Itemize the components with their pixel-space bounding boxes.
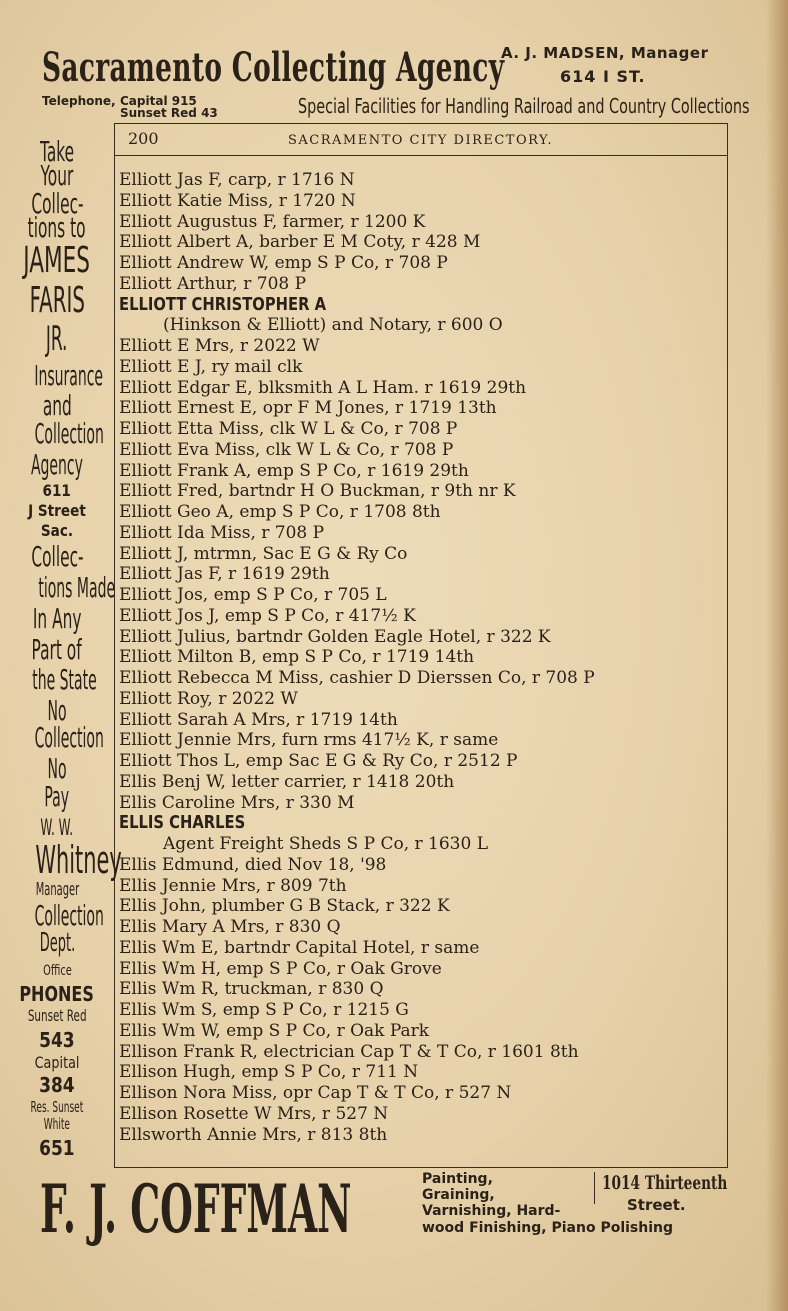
directory-entry-text: Ellis Benj W, letter carrier, r 1418 20th [119, 771, 455, 792]
sidebar-line-text: Sac. [40, 521, 74, 540]
sidebar-line [0, 1030, 114, 1050]
directory-entry [119, 1104, 724, 1125]
sidebar-line [0, 483, 114, 499]
sidebar-line-text: In Any [32, 602, 82, 635]
directory-entry-text: Elliott E J, ry mail clk [119, 356, 303, 377]
sidebar-line [0, 503, 114, 519]
directory-entry-text: Elliott Ernest E, opr F M Jones, r 1719 13th [119, 398, 497, 419]
directory-entry [119, 336, 724, 357]
directory-entry [119, 647, 724, 668]
directory-entry-text: Elliott Arthur, r 708 P [119, 273, 307, 294]
directory-entry [119, 523, 724, 544]
directory-entry-text: Agent Freight Sheds S P Co, r 1630 L [163, 834, 488, 854]
directory-entry [119, 1021, 724, 1042]
agency-special-facilities: Special Facilities for Handling Railroad and Country Collections [298, 94, 750, 118]
sidebar-line-text: W. W. [40, 816, 74, 841]
directory-entry [119, 979, 724, 1000]
sidebar-line-text: No [47, 752, 67, 785]
directory-entry [119, 357, 724, 378]
frame-top-rule [114, 123, 728, 124]
footer-advertiser-name: F. J. COFFMAN [40, 1170, 352, 1248]
sidebar-line-text: tions to [28, 211, 86, 244]
frame-right-rule [727, 123, 728, 1168]
directory-entry [119, 710, 724, 731]
directory-entry-text: Ellis Edmund, died Nov 18, '98 [119, 854, 387, 875]
sidebar-line-text: Your [40, 159, 74, 192]
directory-entry [119, 585, 724, 606]
sidebar-line-text: White [43, 1115, 71, 1133]
sidebar-line [0, 633, 114, 666]
sidebar-line [0, 523, 114, 539]
directory-entry-text: Ellison Rosette W Mrs, r 527 N [119, 1103, 389, 1124]
directory-entry-text: Elliott Geo A, emp S P Co, r 1708 8th [119, 502, 441, 522]
sidebar-line-text: Part of [31, 633, 83, 666]
sidebar-line [0, 540, 114, 573]
directory-entry-text: Elliott Rebecca M Miss, cashier D Dierssen Co, r 708 P [119, 668, 595, 688]
footer-service: Varnishing, Hard- [422, 1203, 561, 1219]
directory-entry-text: Elliott Augustus F, farmer, r 1200 K [119, 211, 426, 232]
directory-entry [119, 481, 724, 502]
directory-entry [119, 917, 724, 938]
sidebar-line [0, 1099, 114, 1115]
sidebar-line [0, 1008, 114, 1024]
sidebar-line [0, 930, 114, 956]
directory-entry-text: (Hinkson & Elliott) and Notary, r 600 O [163, 315, 503, 336]
sidebar-line-text: Take [39, 135, 75, 168]
directory-entry [119, 315, 724, 336]
running-head-rule [114, 155, 728, 156]
directory-entry-text: Ellsworth Annie Mrs, r 813 8th [119, 1124, 388, 1145]
directory-entry [119, 730, 724, 751]
directory-entry [119, 253, 724, 274]
sidebar-line-text: the State [32, 663, 97, 696]
directory-entry-text: Elliott Katie Miss, r 1720 N [119, 190, 356, 211]
agency-name: Sacramento Collecting Agency [42, 44, 505, 91]
directory-entry-text: Ellis Wm E, bartndr Capital Hotel, r same [119, 937, 480, 958]
sidebar-line-text: Sunset Red [27, 1006, 87, 1025]
directory-entry-text: Elliott Milton B, emp S P Co, r 1719 14th [119, 647, 475, 668]
sidebar-line-text: Collection [34, 899, 104, 932]
telephone-capital: Capital 915 [120, 94, 197, 108]
directory-entry-text: Elliott Julius, bartndr Golden Eagle Hotel, r 322 K [119, 626, 551, 647]
directory-entry-text: Elliott Edgar E, blksmith A L Ham. r 1619 29th [119, 377, 527, 398]
directory-entry [119, 751, 724, 772]
sidebar-line [0, 780, 114, 813]
sidebar-line-text: Collection [34, 721, 104, 754]
directory-entry-text: Ellison Nora Miss, opr Cap T & T Co, r 527 N [119, 1083, 512, 1103]
directory-entry [119, 689, 724, 710]
directory-entry [119, 938, 724, 959]
directory-entry-text: Elliott Andrew W, emp S P Co, r 708 P [119, 253, 448, 273]
directory-entry [119, 1042, 724, 1063]
footer-divider [594, 1172, 595, 1204]
sidebar-line-text: Insurance [34, 359, 104, 392]
directory-entry [119, 834, 724, 855]
sidebar-line [0, 984, 114, 1004]
sidebar-line [0, 881, 114, 899]
agency-address: 614 I ST. [560, 67, 646, 86]
sidebar-line-text: 611 [42, 481, 72, 500]
telephone-label: Telephone, [42, 94, 116, 108]
directory-entry [119, 212, 724, 233]
sidebar-line [0, 359, 114, 392]
directory-entry-text: Elliott E Mrs, r 2022 W [119, 336, 320, 356]
sidebar-line-text: 384 [39, 1073, 75, 1097]
directory-entry-text: Elliott J, mtrmn, Sac E G & Ry Co [119, 543, 408, 564]
sidebar-line [0, 280, 114, 321]
directory-entry [119, 1125, 724, 1146]
directory-entry-text: Elliott Albert A, barber E M Coty, r 428 M [119, 232, 481, 253]
sidebar-line-text: Dept. [39, 928, 75, 958]
sidebar-line [0, 899, 114, 932]
directory-entry-text: Ellis Caroline Mrs, r 330 M [119, 792, 355, 813]
sidebar-line-text: Collection [34, 417, 104, 450]
sidebar-line [0, 1138, 114, 1158]
sidebar-line [0, 1055, 114, 1071]
sidebar-line [0, 962, 114, 978]
directory-entry-text: Ellis Mary A Mrs, r 830 Q [119, 917, 341, 937]
frame-bottom-rule [114, 1167, 728, 1168]
running-head: SACRAMENTO CITY DIRECTORY. [288, 133, 554, 148]
directory-entry-text: Elliott Thos L, emp Sac E G & Ry Co, r 2512 P [119, 751, 518, 771]
directory-entry [119, 896, 724, 917]
sidebar-line [0, 211, 114, 244]
sidebar-line [0, 571, 116, 604]
directory-entry-text: Ellison Frank R, electrician Cap T & T Co, r 1601 8th [119, 1041, 579, 1062]
directory-entry [119, 1083, 724, 1104]
sidebar-line-text: Whitney [35, 838, 122, 882]
sidebar-line [0, 389, 114, 422]
directory-entries [119, 170, 724, 1145]
directory-entry [119, 627, 724, 648]
sidebar-line [0, 159, 114, 192]
footer-address-line1: 1014 Thirteenth [602, 1172, 728, 1194]
directory-entry-text: Ellison Hugh, emp S P Co, r 711 N [119, 1062, 419, 1083]
directory-entry [119, 1062, 724, 1083]
directory-entry-text: Elliott Sarah A Mrs, r 1719 14th [119, 709, 398, 730]
frame-left-rule [114, 123, 115, 1168]
directory-entry [119, 1000, 724, 1021]
directory-entry [119, 170, 724, 191]
sidebar-line-text: Collec- [30, 540, 84, 573]
footer-address-line2: Street. [627, 1196, 686, 1214]
directory-entry-text: Ellis Jennie Mrs, r 809 7th [119, 875, 347, 896]
telephone-sunset: Sunset Red 43 [120, 106, 218, 120]
sidebar-line-text: and [42, 389, 72, 422]
directory-entry-text: Ellis Wm H, emp S P Co, r Oak Grove [119, 958, 442, 979]
directory-entry [119, 502, 724, 523]
sidebar-line [0, 752, 114, 785]
directory-entry [119, 606, 724, 627]
footer-service: Graining, [422, 1187, 495, 1203]
sidebar-line [0, 1075, 114, 1095]
sidebar-line [0, 319, 114, 359]
directory-entry [119, 564, 724, 585]
sidebar-line-text: Agency [31, 448, 83, 481]
directory-entry [119, 232, 724, 253]
directory-entry-text: Elliott Ida Miss, r 708 P [119, 522, 325, 543]
sidebar-line [0, 240, 114, 281]
footer-service: wood Finishing, Piano Polishing [422, 1220, 674, 1236]
directory-entry [119, 378, 724, 399]
sidebar-line-text: 543 [39, 1028, 75, 1052]
directory-entry-text: Elliott Roy, r 2022 W [119, 688, 298, 709]
sidebar-line-text: Collec- [30, 187, 84, 220]
directory-entry-text: Ellis Wm W, emp S P Co, r Oak Park [119, 1020, 430, 1041]
sidebar-line-text: J Street [28, 501, 86, 520]
page-edge-shadow [766, 0, 788, 1311]
sidebar-line-text: Pay [44, 780, 70, 813]
sidebar-line [0, 721, 114, 754]
sidebar-line-text: FARIS [29, 280, 85, 321]
agency-manager: A. J. MADSEN, Manager [501, 44, 709, 62]
directory-entry-text: Elliott Frank A, emp S P Co, r 1619 29th [119, 460, 469, 481]
directory-entry-text: Elliott Jas F, carp, r 1716 N [119, 170, 355, 190]
sidebar-line-text: PHONES [19, 982, 95, 1006]
sidebar-line-text: JR. [46, 319, 68, 359]
directory-entry-text: ELLIS CHARLES [119, 812, 246, 834]
directory-entry [119, 793, 724, 814]
directory-entry-text: Elliott Jos, emp S P Co, r 705 L [119, 585, 387, 605]
directory-entry [119, 191, 724, 212]
directory-entry [119, 274, 724, 295]
sidebar-line-text: Manager [35, 879, 79, 900]
directory-entry-text: Elliott Fred, bartndr H O Buckman, r 9th nr K [119, 481, 516, 502]
directory-entry-text: Elliott Jennie Mrs, furn rms 417½ K, r same [119, 730, 499, 751]
sidebar-line [0, 818, 114, 840]
sidebar-line-text: Capital [34, 1053, 80, 1072]
directory-entry [119, 668, 724, 689]
directory-entry [119, 461, 724, 482]
directory-entry-text: Elliott Eva Miss, clk W L & Co, r 708 P [119, 439, 454, 460]
directory-heading-entry [119, 813, 724, 834]
sidebar-line-text: No [47, 694, 67, 727]
directory-entry [119, 544, 724, 565]
sidebar-line-text: 651 [39, 1136, 75, 1160]
sidebar-line [0, 1116, 114, 1132]
directory-entry-text: Elliott Etta Miss, clk W L & Co, r 708 P [119, 419, 458, 439]
sidebar-line-text: Office [42, 963, 72, 979]
directory-entry-text: Elliott Jas F, r 1619 29th [119, 564, 330, 585]
directory-entry [119, 855, 724, 876]
sidebar-line-text: tions Made [38, 571, 116, 604]
directory-entry-text: ELLIOTT CHRISTOPHER A [119, 293, 327, 315]
sidebar-line [0, 602, 114, 635]
page-number: 200 [128, 129, 159, 148]
sidebar-line-text: Res. Sunset [30, 1098, 84, 1116]
sidebar-line-text: JAMES [23, 240, 91, 281]
directory-entry-text: Ellis John, plumber G B Stack, r 322 K [119, 896, 450, 917]
directory-entry [119, 398, 724, 419]
directory-entry-text: Ellis Wm S, emp S P Co, r 1215 G [119, 1000, 409, 1020]
sidebar-line [0, 417, 114, 450]
directory-entry-text: Ellis Wm R, truckman, r 830 Q [119, 979, 384, 1000]
sidebar-line [0, 838, 122, 882]
directory-entry [119, 419, 724, 440]
directory-entry [119, 772, 724, 793]
sidebar-line [0, 663, 114, 696]
footer-service: Painting, [422, 1171, 493, 1187]
sidebar-line [0, 448, 114, 481]
directory-heading-entry [119, 295, 724, 316]
directory-entry [119, 876, 724, 897]
directory-entry [119, 440, 724, 461]
directory-entry-text: Elliott Jos J, emp S P Co, r 417½ K [119, 605, 416, 626]
directory-entry [119, 959, 724, 980]
